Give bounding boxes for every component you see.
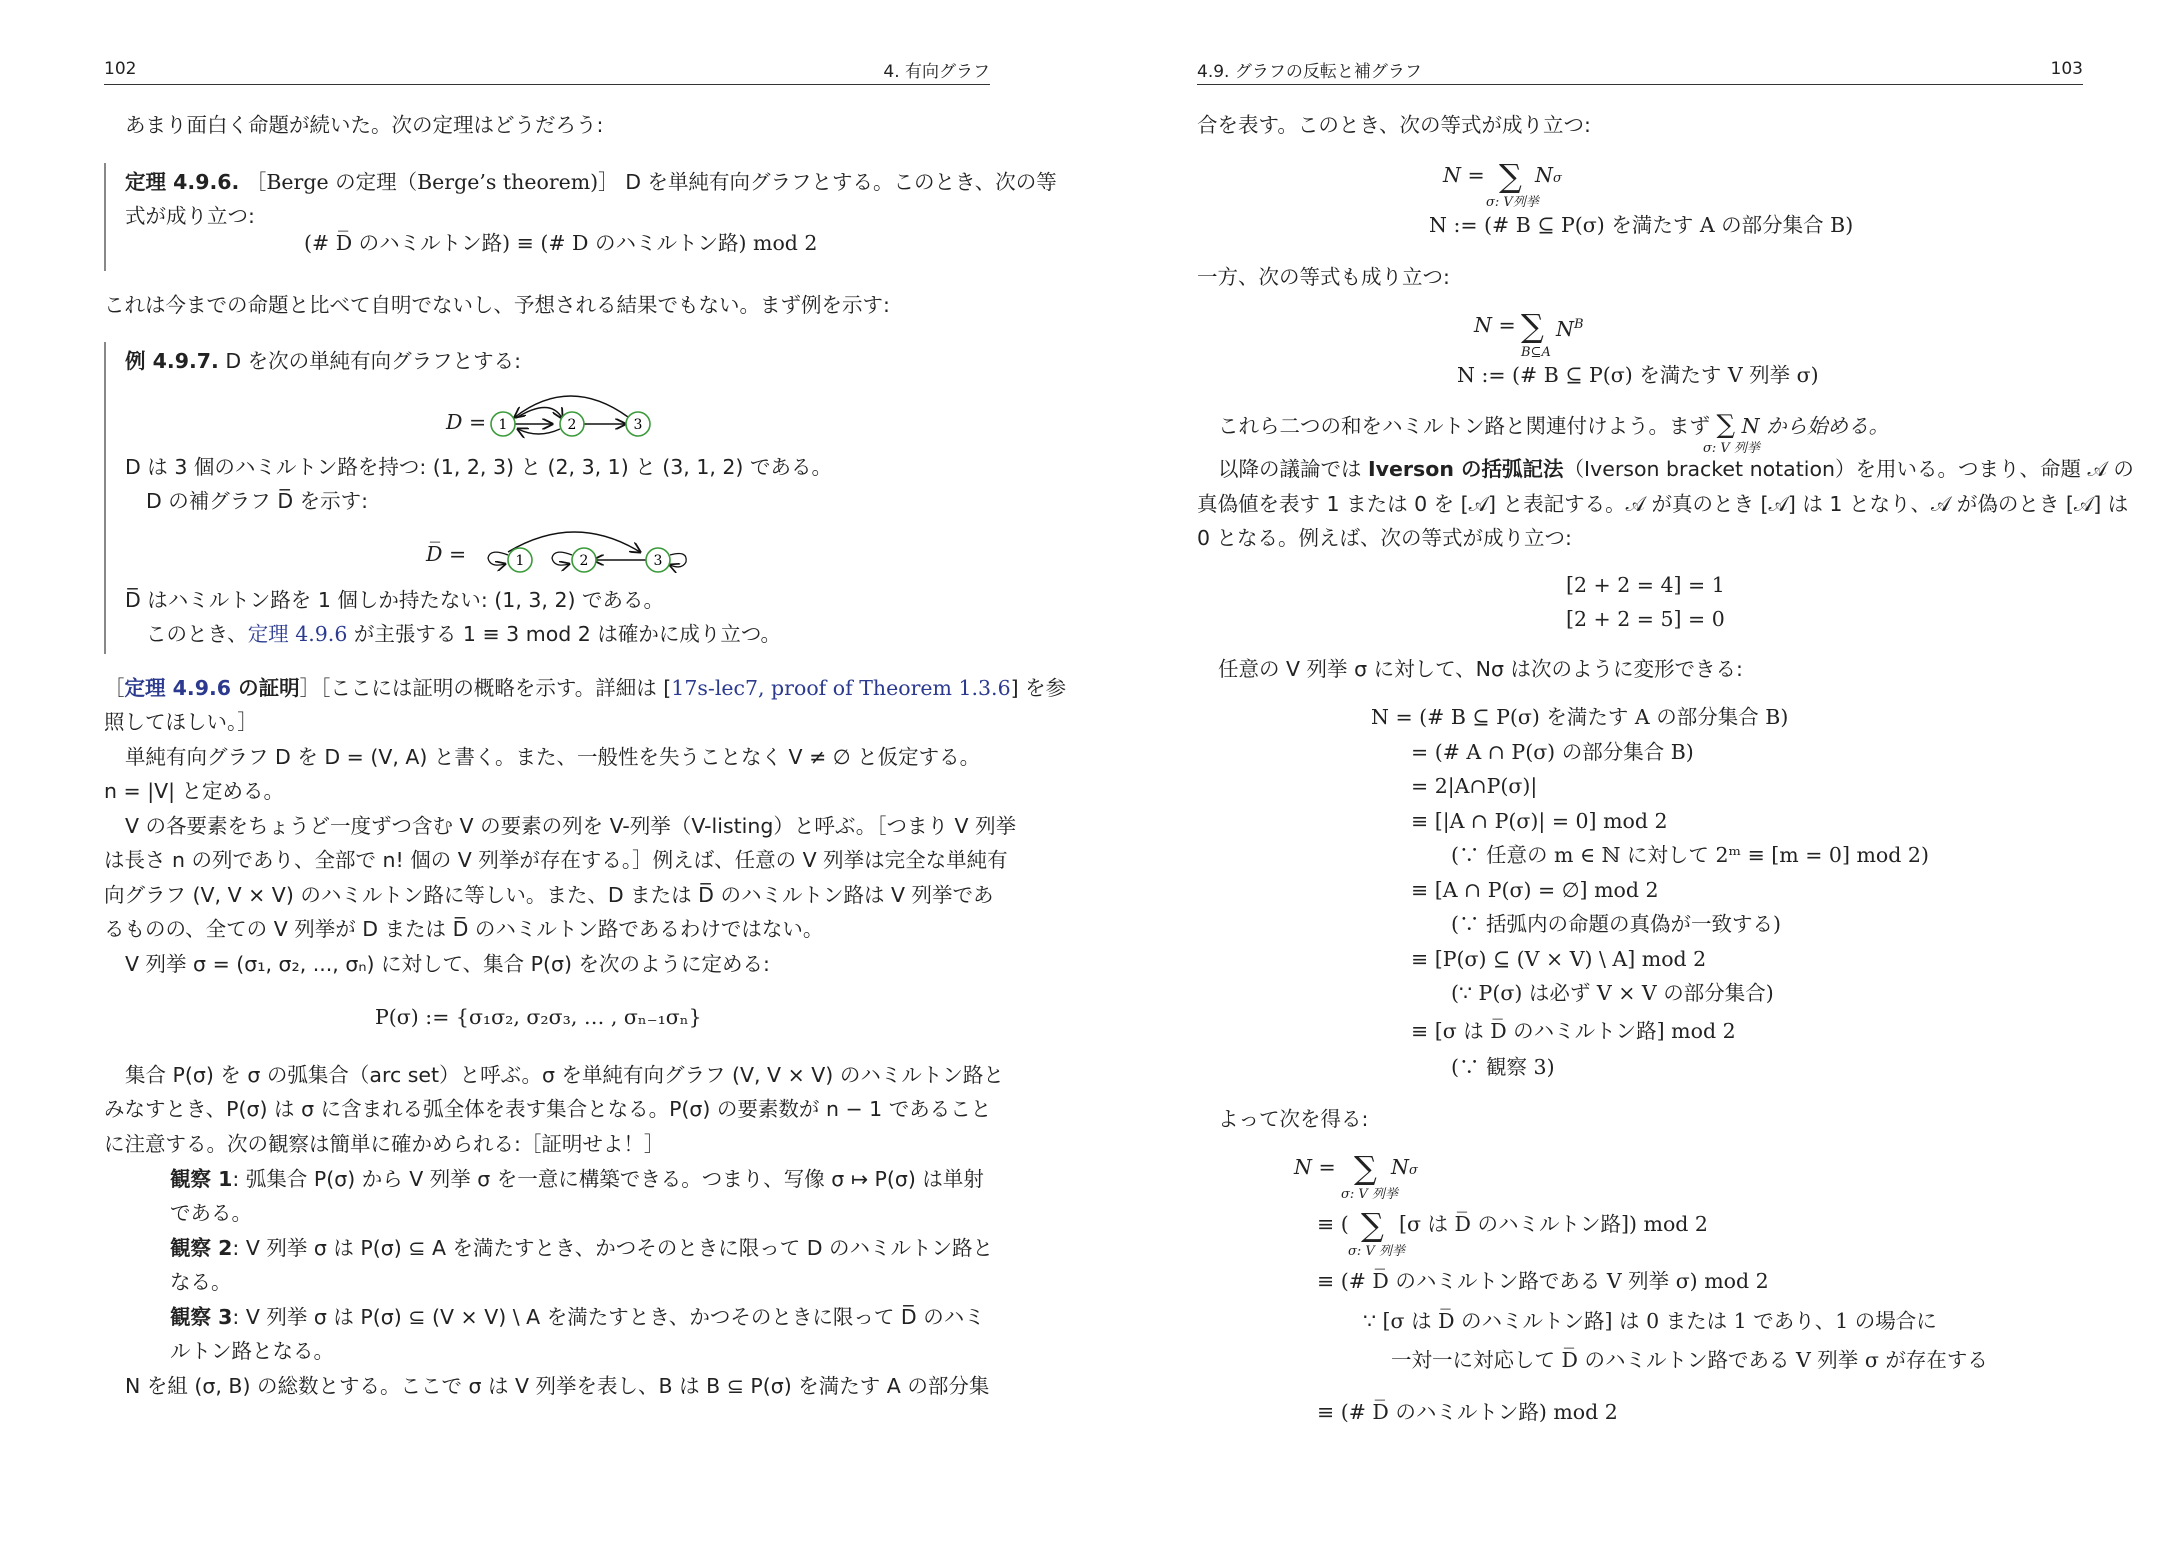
eq2-rhs: $N^B$: [1556, 316, 1584, 341]
example-line-3: D の補グラフ D̅ を示す:: [146, 489, 369, 513]
deriv-5: ≡ [A ∩ P(σ) = ∅] mod 2: [1411, 878, 1659, 902]
example-eq-1: [2 + 2 = 4] = 1: [1566, 573, 1725, 597]
deriv-0: N = (# B ⊆ P(σ) を満たす A の部分集合 B): [1371, 705, 1789, 729]
arc-set-formula: P(σ) := {σ₁σ₂, σ₂σ₃, … , σₙ₋₁σₙ}: [375, 1005, 702, 1029]
node-3-label: 3: [633, 417, 643, 433]
proof-p3: V 列挙 σ = (σ₁, σ₂, ..., σₙ) に対して、集合 P(σ) を次のように定める:: [125, 952, 770, 976]
observation-3-cont: ルトン路となる。: [170, 1339, 334, 1363]
final-lhs: N =: [1294, 1155, 1336, 1179]
example-line-2: D は 3 個のハミルトン路を持つ: (1, 2, 3) と (2, 3, 1) と (3, 1, 2) である。: [125, 455, 832, 479]
node-1-label: 1: [515, 553, 525, 569]
final-line-4b: 一対一に対応して D̅ のハミルトン路である V 列挙 σ が存在する: [1391, 1348, 1988, 1372]
left-page-number: 102: [104, 59, 137, 79]
iverson-line-1: 以降の議論では Iverson の括弧記法（Iverson bracket notation）を用いる。つまり、命題 𝒜 の: [1218, 457, 2134, 481]
right-running-header: [1197, 54, 2083, 85]
theorem-line-1: 定理 4.9.6. ［Berge の定理（Berge’s theorem)］ D を単純有向グラフとする。このとき、次の等: [125, 170, 1057, 194]
theorem-bar: [104, 163, 106, 271]
after-theorem-text: これは今までの命題と比べて自明でないし、予想される結果でもない。まず例を示す:: [104, 293, 890, 317]
example-line-1: 例 4.9.7. D を次の単純有向グラフとする:: [125, 349, 522, 373]
observation-2-cont: なる。: [170, 1270, 232, 1294]
left-running-header: [104, 54, 990, 85]
deriv-9: ≡ [σ は D̅ のハミルトン路] mod 2: [1411, 1019, 1736, 1043]
proof-p1b: n = |V| と定める。: [104, 779, 285, 803]
example-eq-2: [2 + 2 = 5] = 0: [1566, 607, 1725, 631]
intro-text: あまり面白く命題が続いた。次の定理はどうだろう:: [125, 113, 604, 137]
proof-p4b: みなすとき、P(σ) は σ に含まれる弧全体を表す集合となる。P(σ) の要素数が n − 1 であること: [104, 1097, 992, 1121]
right-line-3: これら二つの和をハミルトン路と関連付けよう。まず ∑ N から始める。: [1218, 410, 1890, 440]
graph-dbar-label: D̅ =: [426, 542, 467, 566]
final-line-2-prefix: ≡ (: [1317, 1212, 1349, 1236]
proof-line-2: 照してほしい。］: [104, 710, 258, 734]
example-line-5: このとき、定理 4.9.6 が主張する 1 ≡ 3 mod 2 は確かに成り立つ。: [146, 622, 781, 646]
right-page-number: 103: [2050, 59, 2083, 79]
right-line-6: よって次を得る:: [1218, 1107, 1369, 1131]
proof-p5: N を組 (σ, B) の総数とする。ここで σ は V 列挙を表し、B は B ⊆ P(σ) を満たす A の部分集: [125, 1374, 990, 1398]
right-line-5: 任意の V 列挙 σ に対して、Nσ は次のように変形できる:: [1218, 657, 1743, 681]
graph-d: [490, 385, 680, 445]
iverson-line-3: 0 となる。例えば、次の等式が成り立つ:: [1197, 526, 1572, 550]
right-section-title: 4.9. グラフの反転と補グラフ: [1197, 61, 1422, 82]
eq1-under: σ: V列挙: [1486, 195, 1539, 210]
graph-d-label: D =: [446, 410, 487, 434]
reference-link[interactable]: 17s-lec7, proof of Theorem 1.3.6: [671, 676, 1011, 700]
theorem-formula: (# D̅ のハミルトン路) ≡ (# D のハミルトン路) mod 2: [304, 231, 818, 255]
node-2-label: 2: [579, 553, 589, 569]
eq2b: N := (# B ⊆ P(σ) を満たす V 列挙 σ): [1457, 363, 1819, 387]
eq1-lhs: N =: [1443, 163, 1485, 187]
eq1b: N := (# B ⊆ P(σ) を満たす A の部分集合 B): [1429, 213, 1854, 237]
deriv-1: = (# A ∩ P(σ) の部分集合 B): [1411, 740, 1694, 764]
observation-2: 観察 2: V 列挙 σ は P(σ) ⊆ A を満たすとき、かつそのときに限って D のハミルトン路と: [170, 1236, 994, 1260]
final-sum-2: ∑: [1361, 1206, 1384, 1244]
final-under: σ: V 列挙: [1341, 1187, 1398, 1202]
eq2-lhs: N =: [1474, 313, 1516, 337]
deriv-10: (∵ 観察 3): [1451, 1055, 1555, 1079]
proof-p1a: 単純有向グラフ D を D = (V, A) と書く。また、一般性を失うことなく V ≠ ∅ と仮定する。: [125, 745, 981, 769]
node-3-label: 3: [653, 553, 663, 569]
deriv-2: = 2|A∩P(σ)|: [1411, 774, 1538, 798]
node-1-label: 1: [498, 417, 508, 433]
iverson-line-2: 真偽値を表す 1 または 0 を [𝒜] と表記する。𝒜 が真のとき [𝒜] は 1 となり、𝒜 が偽のとき [𝒜] は: [1197, 492, 2129, 516]
observation-1: 観察 1: 弧集合 P(σ) から V 列挙 σ を一意に構築できる。つまり、写像 σ ↦ P(σ) は単射: [170, 1167, 984, 1191]
graph-dbar: [470, 520, 695, 580]
deriv-6: (∵ 括弧内の命題の真偽が一致する): [1451, 912, 1782, 936]
final-line-4a: ∵ [σ は D̅ のハミルトン路] は 0 または 1 であり、1 の場合に: [1363, 1309, 1937, 1333]
theorem-line-2: 式が成り立つ:: [125, 204, 255, 228]
deriv-7: ≡ [P(σ) ⊆ (V × V) \ A] mod 2: [1411, 947, 1707, 971]
proof-p4c: に注意する。次の観察は簡単に確かめられる:［証明せよ！］: [104, 1132, 665, 1156]
right-page: [1091, 0, 2182, 1543]
final-rhs: Nσ: [1391, 1155, 1418, 1179]
deriv-8: (∵ P(σ) は必ず V × V の部分集合): [1451, 981, 1774, 1005]
right-line-1: 合を表す。このとき、次の等式が成り立つ:: [1197, 113, 1591, 137]
observation-1-cont: である。: [170, 1201, 252, 1225]
theorem-link[interactable]: 定理 4.9.6: [247, 622, 348, 646]
final-line-5: ≡ (# D̅ のハミルトン路) mod 2: [1317, 1400, 1618, 1424]
proof-p2d: るものの、全ての V 列挙が D または D̅ のハミルトン路であるわけではない。: [104, 917, 824, 941]
proof-theorem-link[interactable]: 定理 4.9.6: [124, 676, 232, 700]
deriv-4: (∵ 任意の m ∈ ℕ に対して 2ᵐ ≡ [m = 0] mod 2): [1451, 843, 1929, 867]
example-bar: [104, 342, 106, 654]
proof-p4a: 集合 P(σ) を σ の弧集合（arc set）と呼ぶ。σ を単純有向グラフ (V, V × V) のハミルトン路と: [125, 1063, 1004, 1087]
node-2-label: 2: [567, 417, 577, 433]
proof-p2a: V の各要素をちょうど一度ずつ含む V の要素の列を V-列挙（V-listing）と呼ぶ。［つまり V 列挙: [125, 814, 1017, 838]
final-sum: ∑: [1354, 1149, 1377, 1187]
example-line-4: D̅ はハミルトン路を 1 個しか持たない: (1, 3, 2) である。: [125, 588, 665, 612]
proof-p2b: は長さ n の列であり、全部で n! 個の V 列挙が存在する。］例えば、任意の V 列挙は完全な単純有: [104, 848, 1008, 872]
deriv-3: ≡ [|A ∩ P(σ)| = 0] mod 2: [1411, 809, 1668, 833]
right-line-2: 一方、次の等式も成り立つ:: [1197, 265, 1450, 289]
final-line-3: ≡ (# D̅ のハミルトン路である V 列挙 σ) mod 2: [1317, 1269, 1769, 1293]
left-chapter-title: 4. 有向グラフ: [883, 61, 990, 82]
observation-3: 観察 3: V 列挙 σ は P(σ) ⊆ (V × V) \ A を満たすとき、かつそのときに限って D̅ のハミ: [170, 1305, 985, 1329]
l3-under: σ: V 列挙: [1703, 441, 1760, 456]
eq1-rhs: Nσ: [1535, 163, 1562, 187]
final-under-2: σ: V 列挙: [1348, 1244, 1405, 1259]
sum-symbol-2: ∑: [1521, 307, 1544, 345]
final-line-2: [σ は D̅ のハミルトン路]) mod 2: [1399, 1212, 1708, 1236]
eq2-under: B⊆A: [1521, 345, 1551, 360]
proof-heading: ［定理 4.9.6 の証明］［ここには証明の概略を示す。詳細は [17s-lec7, proof of Theorem 1.3.6] を参: [104, 676, 1067, 700]
sum-symbol: ∑: [1499, 157, 1522, 195]
proof-p2c: 向グラフ (V, V × V) のハミルトン路に等しい。また、D または D̅ のハミルトン路は V 列挙であ: [104, 883, 994, 907]
